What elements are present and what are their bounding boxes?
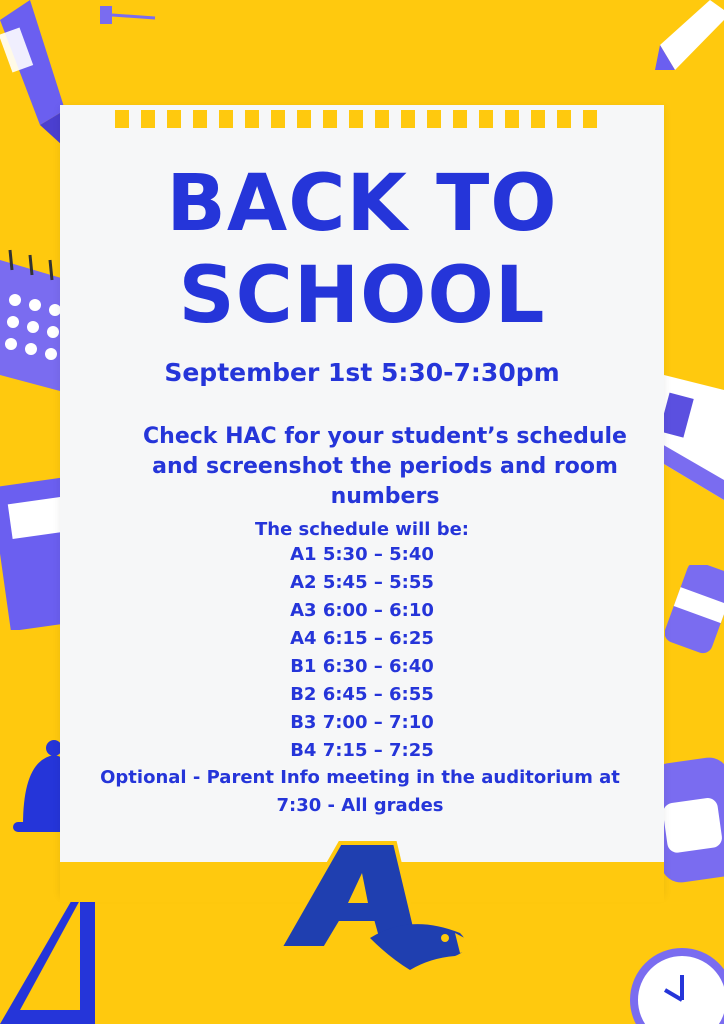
schedule-row: B2 6:45 – 6:55 [290, 684, 434, 705]
marker-icon [640, 0, 724, 80]
event-date-time: September 1st 5:30-7:30pm [164, 358, 560, 387]
schedule-row: B1 6:30 – 6:40 [290, 656, 434, 677]
schedule-row: A4 6:15 – 6:25 [290, 628, 434, 649]
clock-icon [630, 945, 724, 1024]
title-line-1: BACK TO [166, 159, 558, 249]
pushpin-icon [80, 0, 160, 30]
schedule-row: A2 5:45 – 5:55 [290, 572, 434, 593]
schedule-row: B4 7:15 – 7:25 [290, 740, 434, 761]
schedule-row: B3 7:00 – 7:10 [290, 712, 434, 733]
eraser-icon [665, 565, 724, 655]
optional-meeting-note: Optional - Parent Info meeting in the auditorium at 7:30 - All grades [100, 767, 620, 816]
schedule-row: A1 5:30 – 5:40 [290, 544, 434, 565]
schedule-row: A3 6:00 – 6:10 [290, 600, 434, 621]
schedule-heading: The schedule will be: [254, 519, 469, 540]
instructions-text: Check HAC for your student’s schedule and screenshot the periods and room numbers [143, 424, 627, 509]
title-line-2: SCHOOL [178, 251, 546, 341]
notebook-tear-edge [115, 110, 635, 132]
eagle-logo-icon [270, 838, 485, 978]
